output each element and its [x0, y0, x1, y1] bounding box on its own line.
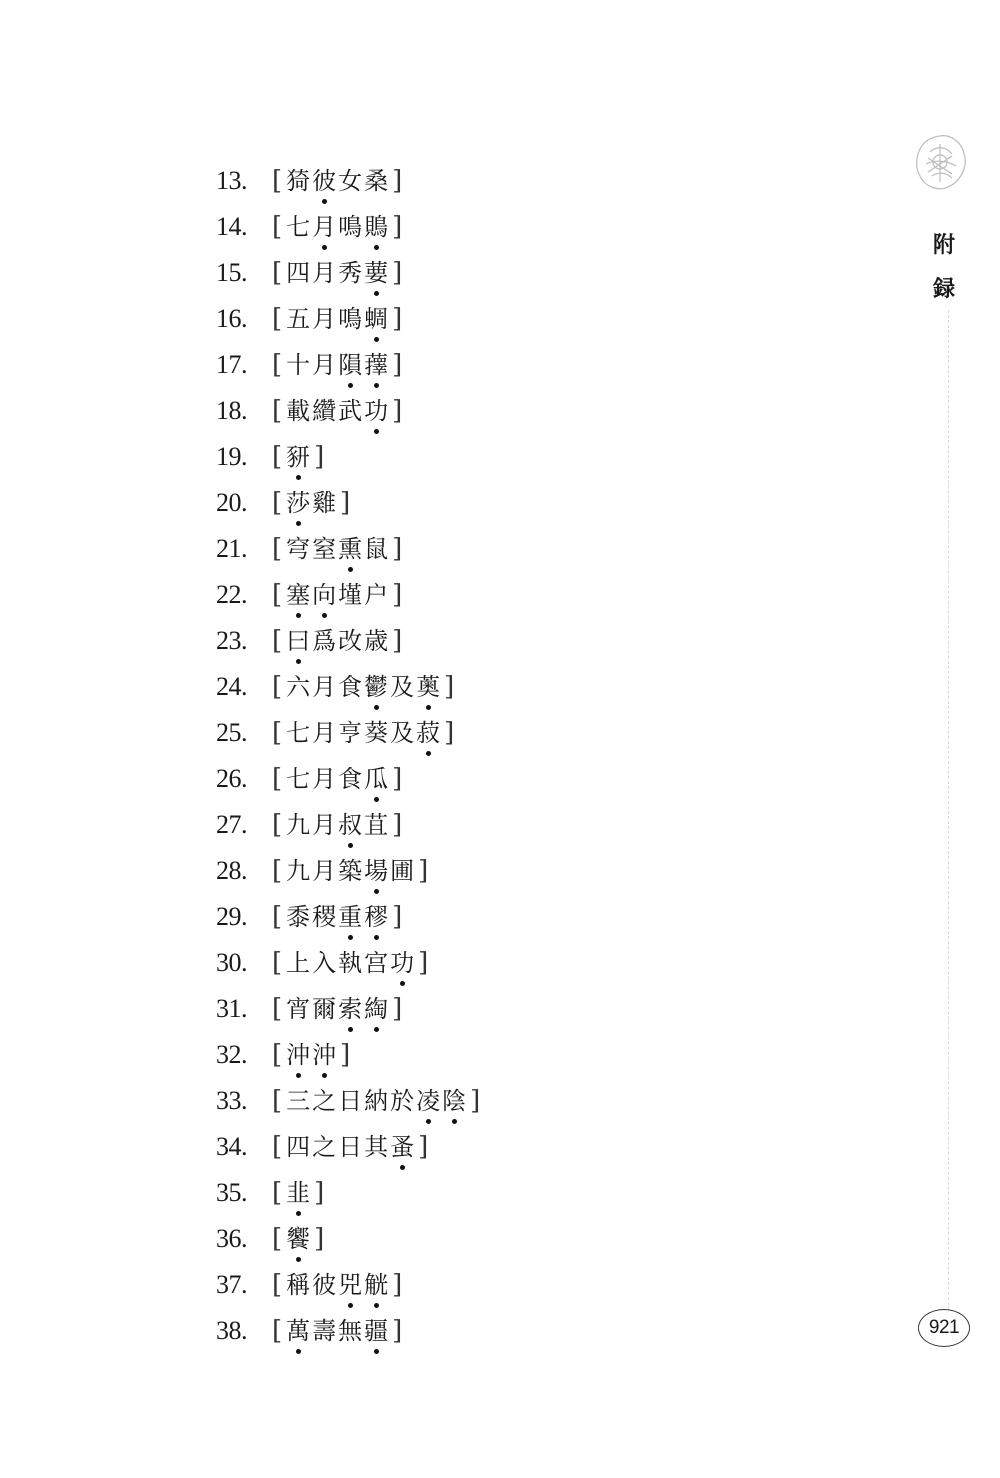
entry-row — [216, 1308, 480, 1354]
close-bracket: ] — [392, 994, 403, 1024]
close-bracket: ] — [340, 1040, 351, 1070]
emphasized-character: 塞 — [286, 581, 311, 609]
character: 及 — [390, 673, 415, 701]
emphasized-character: 叔 — [338, 811, 363, 839]
character: 桑 — [364, 167, 389, 195]
character: 秀 — [338, 259, 363, 287]
emphasized-character: 蘀 — [364, 351, 389, 379]
character: 爲 — [312, 627, 337, 655]
open-bracket: [ — [272, 442, 283, 472]
close-bracket: ] — [314, 1178, 325, 1208]
entry-text — [285, 534, 389, 564]
open-bracket: [ — [272, 626, 283, 656]
entry-text — [285, 902, 389, 932]
character: 七 — [286, 719, 311, 747]
entry-list — [216, 158, 480, 1354]
entry-row — [216, 618, 480, 664]
emphasized-character: 鬱 — [364, 673, 389, 701]
open-bracket: [ — [272, 764, 283, 794]
character: 鳴 — [338, 213, 363, 241]
emphasized-character: 曰 — [286, 627, 311, 655]
emphasized-character: 鵙 — [364, 213, 389, 241]
entry-number: 29. — [216, 902, 247, 931]
emphasized-character: 索 — [338, 995, 363, 1023]
character: 之 — [312, 1133, 337, 1161]
open-bracket: [ — [272, 1316, 283, 1346]
close-bracket: ] — [392, 810, 403, 840]
character: 十 — [286, 351, 311, 379]
character: 彼 — [312, 1271, 337, 1299]
entry-text — [285, 212, 389, 242]
entry-text — [285, 764, 389, 794]
close-bracket: ] — [392, 304, 403, 334]
emphasized-character: 凌 — [416, 1087, 441, 1115]
character: 宵 — [286, 995, 311, 1023]
character: 月 — [312, 673, 337, 701]
emphasized-character: 瓜 — [364, 765, 389, 793]
open-bracket: [ — [272, 948, 283, 978]
character: 穹 — [286, 535, 311, 563]
entry-text — [285, 442, 311, 472]
character: 及 — [390, 719, 415, 747]
entry-row — [216, 1124, 480, 1170]
emphasized-character: 豜 — [286, 443, 311, 471]
character: 三 — [286, 1087, 311, 1115]
character: 女 — [338, 167, 363, 195]
close-bracket: ] — [340, 488, 351, 518]
entry-number: 23. — [216, 626, 247, 655]
entry-text — [285, 396, 389, 426]
emphasized-character: 陰 — [442, 1087, 467, 1115]
character: 猗 — [286, 167, 311, 195]
character: 月 — [312, 765, 337, 793]
character: 食 — [338, 765, 363, 793]
entry-number: 33. — [216, 1086, 247, 1115]
character: 稷 — [312, 903, 337, 931]
entry-number: 27. — [216, 810, 247, 839]
emphasized-character: 彼 — [312, 167, 337, 195]
emphasized-character: 蜩 — [364, 305, 389, 333]
character: 苴 — [364, 811, 389, 839]
emphasized-character: 薁 — [416, 673, 441, 701]
entry-number: 25. — [216, 718, 247, 747]
character: 圃 — [390, 857, 415, 885]
entry-text — [285, 304, 389, 334]
entry-text — [285, 1270, 389, 1300]
entry-text — [285, 1040, 337, 1070]
character: 四 — [286, 259, 311, 287]
open-bracket: [ — [272, 1224, 283, 1254]
entry-text — [285, 948, 415, 978]
entry-row — [216, 158, 480, 204]
character: 七 — [286, 765, 311, 793]
entry-row — [216, 894, 480, 940]
emphasized-character: 韭 — [286, 1179, 311, 1207]
entry-number: 38. — [216, 1316, 247, 1345]
entry-row — [216, 1170, 480, 1216]
close-bracket: ] — [470, 1086, 481, 1116]
open-bracket: [ — [272, 1178, 283, 1208]
close-bracket: ] — [392, 258, 403, 288]
emphasized-character: 重 — [338, 903, 363, 931]
close-bracket: ] — [392, 166, 403, 196]
entry-number: 34. — [216, 1132, 247, 1161]
character: 爾 — [312, 995, 337, 1023]
character: 月 — [312, 351, 337, 379]
entry-row — [216, 434, 480, 480]
character: 五 — [286, 305, 311, 333]
entry-row — [216, 664, 480, 710]
entry-text — [285, 350, 389, 380]
emphasized-character: 饗 — [286, 1225, 311, 1253]
emphasized-character: 蚤 — [390, 1133, 415, 1161]
character: 葵 — [364, 719, 389, 747]
close-bracket: ] — [392, 350, 403, 380]
character: 於 — [390, 1087, 415, 1115]
entry-row — [216, 296, 480, 342]
character: 改 — [338, 627, 363, 655]
open-bracket: [ — [272, 488, 283, 518]
close-bracket: ] — [392, 902, 403, 932]
entry-row — [216, 1078, 480, 1124]
entry-text — [285, 1132, 415, 1162]
character: 九 — [286, 811, 311, 839]
close-bracket: ] — [392, 580, 403, 610]
entry-number: 28. — [216, 856, 247, 885]
character: 四 — [286, 1133, 311, 1161]
entry-text — [285, 718, 441, 748]
entry-row — [216, 250, 480, 296]
entry-text — [285, 1178, 311, 1208]
character: 執 — [338, 949, 363, 977]
character: 月 — [312, 259, 337, 287]
emphasized-character: 向 — [312, 581, 337, 609]
emphasized-character: 沖 — [312, 1041, 337, 1069]
character: 食 — [338, 673, 363, 701]
open-bracket: [ — [272, 1132, 283, 1162]
entry-row — [216, 204, 480, 250]
close-bracket: ] — [392, 212, 403, 242]
character: 户 — [364, 581, 389, 609]
open-bracket: [ — [272, 166, 283, 196]
character: 載 — [286, 397, 311, 425]
entry-text — [285, 1086, 467, 1116]
character: 黍 — [286, 903, 311, 931]
close-bracket: ] — [314, 1224, 325, 1254]
entry-text — [285, 1316, 389, 1346]
character: 亨 — [338, 719, 363, 747]
close-bracket: ] — [392, 1316, 403, 1346]
character: 九 — [286, 857, 311, 885]
emphasized-character: 兕 — [338, 1271, 363, 1299]
entry-number: 32. — [216, 1040, 247, 1069]
open-bracket: [ — [272, 534, 283, 564]
character: 宫 — [364, 949, 389, 977]
entry-text — [285, 1224, 311, 1254]
entry-number: 19. — [216, 442, 247, 471]
entry-text — [285, 994, 389, 1024]
emphasized-character: 隕 — [338, 351, 363, 379]
open-bracket: [ — [272, 810, 283, 840]
emphasized-character: 場 — [364, 857, 389, 885]
close-bracket: ] — [444, 718, 455, 748]
close-bracket: ] — [392, 1270, 403, 1300]
emphasized-character: 穋 — [364, 903, 389, 931]
open-bracket: [ — [272, 672, 283, 702]
entry-number: 18. — [216, 396, 247, 425]
entry-number: 14. — [216, 212, 247, 241]
entry-number: 21. — [216, 534, 247, 563]
entry-number: 22. — [216, 580, 247, 609]
sidebar-label-appendix-1: 附 — [933, 232, 956, 258]
open-bracket: [ — [272, 902, 283, 932]
entry-row — [216, 1216, 480, 1262]
character: 無 — [338, 1317, 363, 1345]
character: 之 — [312, 1087, 337, 1115]
emphasized-character: 月 — [312, 213, 337, 241]
character: 墐 — [338, 581, 363, 609]
open-bracket: [ — [272, 1270, 283, 1300]
entry-row — [216, 756, 480, 802]
emphasized-character: 觥 — [364, 1271, 389, 1299]
entry-number: 17. — [216, 350, 247, 379]
margin-rule — [948, 310, 949, 1310]
close-bracket: ] — [444, 672, 455, 702]
open-bracket: [ — [272, 580, 283, 610]
emphasized-character: 沖 — [286, 1041, 311, 1069]
character: 其 — [364, 1133, 389, 1161]
entry-number: 13. — [216, 166, 247, 195]
character: 日 — [338, 1087, 363, 1115]
open-bracket: [ — [272, 212, 283, 242]
character: 六 — [286, 673, 311, 701]
entry-number: 37. — [216, 1270, 247, 1299]
character: 納 — [364, 1087, 389, 1115]
close-bracket: ] — [418, 948, 429, 978]
emphasized-character: 疆 — [364, 1317, 389, 1345]
entry-text — [285, 810, 389, 840]
close-bracket: ] — [392, 626, 403, 656]
open-bracket: [ — [272, 718, 283, 748]
entry-row — [216, 1262, 480, 1308]
entry-row — [216, 848, 480, 894]
entry-row — [216, 710, 480, 756]
open-bracket: [ — [272, 856, 283, 886]
entry-number: 15. — [216, 258, 247, 287]
open-bracket: [ — [272, 258, 283, 288]
entry-row — [216, 526, 480, 572]
entry-row — [216, 342, 480, 388]
character: 歳 — [364, 627, 389, 655]
character: 上 — [286, 949, 311, 977]
open-bracket: [ — [272, 1086, 283, 1116]
page-number: 921 — [918, 1309, 970, 1347]
close-bracket: ] — [392, 764, 403, 794]
close-bracket: ] — [392, 396, 403, 426]
character: 鼠 — [364, 535, 389, 563]
entry-text — [285, 166, 389, 196]
character: 雞 — [312, 489, 337, 517]
entry-number: 36. — [216, 1224, 247, 1253]
entry-row — [216, 802, 480, 848]
close-bracket: ] — [418, 856, 429, 886]
character: 武 — [338, 397, 363, 425]
open-bracket: [ — [272, 304, 283, 334]
entry-number: 20. — [216, 488, 247, 517]
close-bracket: ] — [314, 442, 325, 472]
open-bracket: [ — [272, 350, 283, 380]
character: 入 — [312, 949, 337, 977]
entry-text — [285, 258, 389, 288]
emphasized-character: 菽 — [416, 719, 441, 747]
entry-text — [285, 672, 441, 702]
character: 月 — [312, 305, 337, 333]
emphasized-character: 葽 — [364, 259, 389, 287]
character: 日 — [338, 1133, 363, 1161]
sidebar-label-appendix-2: 録 — [933, 276, 956, 302]
character: 月 — [312, 857, 337, 885]
entry-number: 30. — [216, 948, 247, 977]
emphasized-character: 萬 — [286, 1317, 311, 1345]
open-bracket: [ — [272, 1040, 283, 1070]
character: 窒 — [312, 535, 337, 563]
character: 七 — [286, 213, 311, 241]
entry-number: 24. — [216, 672, 247, 701]
emphasized-character: 熏 — [338, 535, 363, 563]
emphasized-character: 功 — [390, 949, 415, 977]
entry-number: 31. — [216, 994, 247, 1023]
entry-text — [285, 580, 389, 610]
seal-ornament-icon — [910, 130, 970, 196]
entry-number: 26. — [216, 764, 247, 793]
character: 纘 — [312, 397, 337, 425]
entry-row — [216, 940, 480, 986]
close-bracket: ] — [392, 534, 403, 564]
emphasized-character: 功 — [364, 397, 389, 425]
entry-number: 35. — [216, 1178, 247, 1207]
entry-row — [216, 480, 480, 526]
entry-number: 16. — [216, 304, 247, 333]
character: 鳴 — [338, 305, 363, 333]
character: 壽 — [312, 1317, 337, 1345]
entry-text — [285, 626, 389, 656]
open-bracket: [ — [272, 396, 283, 426]
open-bracket: [ — [272, 994, 283, 1024]
entry-text — [285, 488, 337, 518]
entry-row — [216, 986, 480, 1032]
emphasized-character: 綯 — [364, 995, 389, 1023]
character: 稱 — [286, 1271, 311, 1299]
entry-row — [216, 1032, 480, 1078]
close-bracket: ] — [418, 1132, 429, 1162]
entry-text — [285, 856, 415, 886]
entry-row — [216, 388, 480, 434]
character: 月 — [312, 719, 337, 747]
emphasized-character: 莎 — [286, 489, 311, 517]
character: 月 — [312, 811, 337, 839]
character: 築 — [338, 857, 363, 885]
entry-row — [216, 572, 480, 618]
